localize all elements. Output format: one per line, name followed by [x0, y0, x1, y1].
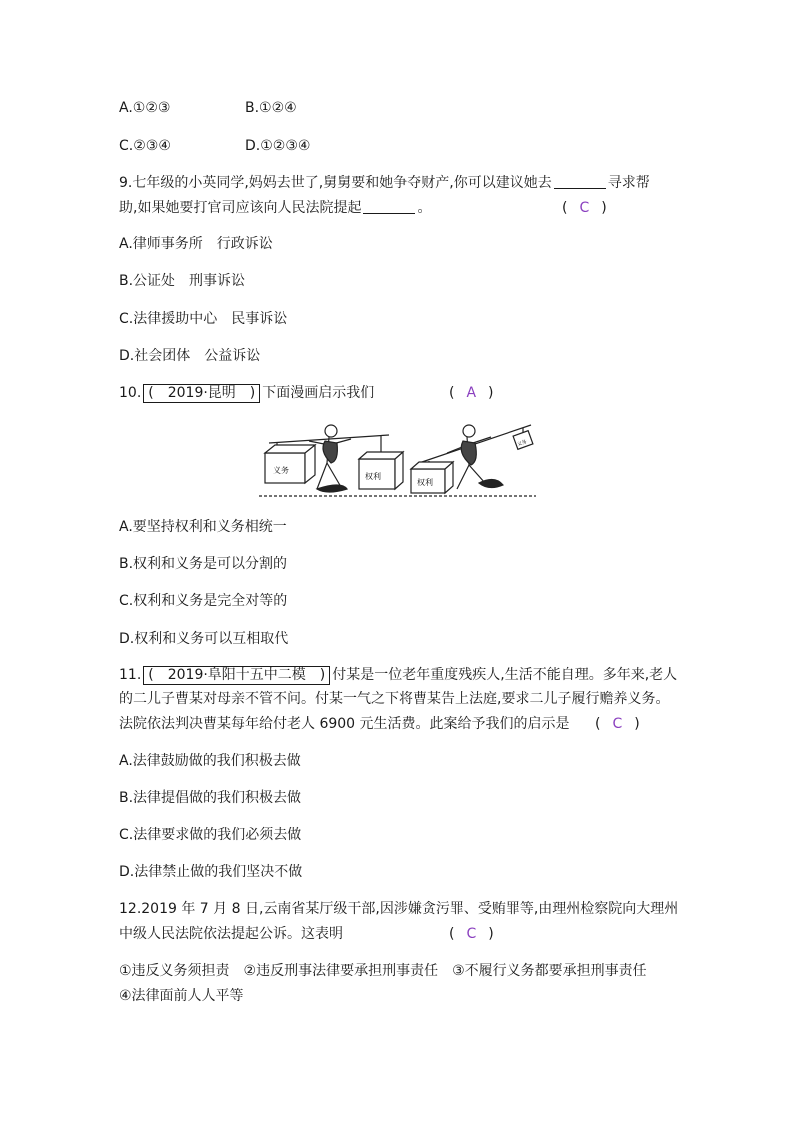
q11-source-box: ( 2019·阜阳十五中二模 ): [143, 666, 330, 685]
q11-stem-line2: 的二儿子曹某对母亲不管不问。付某一气之下将曹某告上法庭,要求二儿子履行赡养义务。: [119, 691, 670, 707]
q9-stem-text-c: 助,如果她要打官司应该向人民法院提起: [119, 200, 362, 216]
q9-answer: C: [579, 200, 590, 216]
q10-stem-text: 下面漫画启示我们: [262, 385, 375, 401]
q8-option-c: C.②③④: [119, 138, 171, 154]
q10-option-a: A.要坚持权利和义务相统一: [119, 519, 287, 535]
q9-blank-1: [554, 174, 606, 189]
q11-stem-text-1: 付某是一位老年重度残疾人,生活不能自理。多年来,老人: [332, 667, 678, 683]
q9-answer-bracket: ( C ): [562, 200, 607, 216]
q8-option-a: A.①②③: [119, 100, 171, 116]
comic-label-right: 权利: [365, 472, 381, 481]
q12-statements-line1: ①违反义务须担责 ②违反刑事法律要承担刑事责任 ③不履行义务都要承担刑事责任: [119, 963, 647, 979]
q11-option-b: B.法律提倡做的我们积极去做: [119, 790, 302, 806]
q11-option-c: C.法律要求做的我们必须去做: [119, 827, 302, 843]
q10-option-d: D.权利和义务可以互相取代: [119, 631, 289, 647]
q11-answer-bracket: ( C ): [595, 716, 640, 732]
q12-answer: C: [466, 926, 477, 942]
q10-option-c: C.权利和义务是完全对等的: [119, 593, 288, 609]
comic-label-duty: 义务: [273, 466, 289, 475]
q11-number: 11.: [119, 667, 142, 683]
q9-stem-line2: [119, 198, 679, 218]
q9-blank-2: [363, 199, 415, 214]
q12-statements-line2: ④法律面前人人平等: [119, 988, 244, 1004]
q9-option-a: A.律师事务所 行政诉讼: [119, 236, 273, 252]
q8-option-d: D.①②③④: [245, 138, 311, 154]
q10-stem: [119, 383, 539, 403]
q9-option-c: C.法律援助中心 民事诉讼: [119, 311, 288, 327]
q12-stem-line1: 12.2019 年 7 月 8 日,云南省某厅级干部,因涉嫌贪污罪、受贿罪等,由理州检察院向大理州: [119, 901, 679, 917]
q11-stem-line1: [119, 665, 677, 685]
q9-stem-text-b: 寻求帮: [607, 175, 650, 191]
q10-source-box: ( 2019·昆明 ): [143, 384, 260, 403]
q9-option-b: B.公证处 刑事诉讼: [119, 273, 246, 289]
q11-option-a: A.法律鼓励做的我们积极去做: [119, 753, 301, 769]
q11-stem-text-3: 法院依法判决曹某每年给付老人 6900 元生活费。此案给予我们的启示是: [119, 716, 570, 732]
q9-option-d: D.社会团体 公益诉讼: [119, 348, 261, 364]
q10-option-b: B.权利和义务是可以分割的: [119, 556, 288, 572]
q11-option-d: D.法律禁止做的我们坚决不做: [119, 864, 303, 880]
q10-number: 10.: [119, 385, 142, 401]
q9-stem-end: 。: [417, 200, 432, 216]
q12-answer-bracket: ( C ): [449, 926, 494, 942]
q11-answer: C: [612, 716, 623, 732]
q12-stem-line2: [119, 924, 539, 944]
comic-label-right-2: 权利: [417, 478, 433, 487]
q8-option-b: B.①②④: [245, 100, 297, 116]
comic-label-duty-2: 义务: [516, 438, 528, 449]
q9-stem-text-a: 9.七年级的小英同学,妈妈去世了,舅舅要和她争夺财产,你可以建议她去: [119, 175, 552, 191]
q10-answer: A: [466, 385, 477, 401]
q11-stem-line3: [119, 714, 679, 734]
q10-answer-bracket: ( A ): [449, 385, 494, 401]
q12-stem-text-2: 中级人民法院依法提起公诉。这表明: [119, 926, 343, 942]
comic-illustration: [259, 423, 536, 501]
q9-stem-line1: [119, 173, 650, 193]
